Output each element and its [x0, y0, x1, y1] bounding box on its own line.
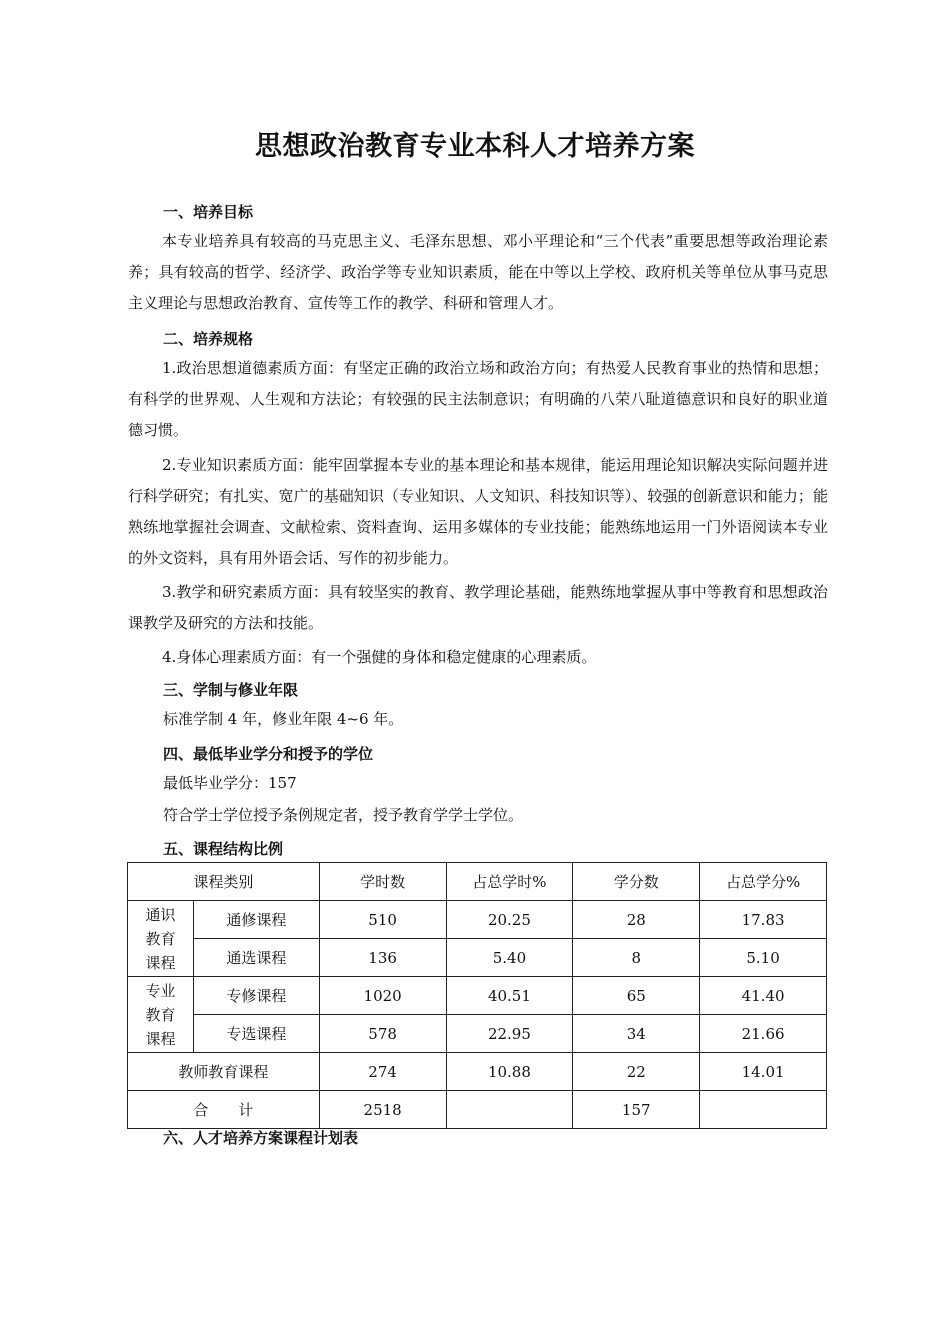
row-name: 专修课程 — [193, 977, 319, 1015]
table-header-row — [128, 863, 827, 901]
row-hours-pct: 40.51 — [446, 977, 573, 1015]
total-hours: 2518 — [319, 1091, 446, 1129]
group-label: 通识教育课程 — [145, 905, 176, 972]
table-row — [128, 977, 827, 1015]
table-row — [128, 1053, 827, 1091]
section-heading-objectives: 一、培养目标 — [163, 203, 254, 221]
row-credits-pct: 41.40 — [700, 977, 827, 1015]
row-credits-pct: 17.83 — [700, 901, 827, 939]
row-credits: 28 — [573, 901, 700, 939]
section-heading-duration: 三、学制与修业年限 — [163, 681, 299, 699]
row-hours-pct: 20.25 — [446, 901, 573, 939]
header-credits-pct: 占总学分% — [700, 863, 827, 901]
group-label: 专业教育课程 — [145, 981, 176, 1048]
row-credits-pct: 5.10 — [700, 939, 827, 977]
row-credits: 22 — [573, 1053, 700, 1091]
group-professional-education — [128, 977, 194, 1053]
spec-item-4: 4.身体心理素质方面：有一个强健的身体和稳定健康的心理素质。 — [162, 648, 597, 666]
row-hours-pct: 10.88 — [446, 1053, 573, 1091]
row-credits: 8 — [573, 939, 700, 977]
table-row — [128, 901, 827, 939]
spec-item-1: 1.政治思想道德素质方面：有坚定正确的政治立场和政治方向；有热爱人民教育事业的热情和思想；有科学的世界观、人生观和方法论；有较强的民主法制意识；有明确的八荣八耻道德意识和良好的职业道德习惯。 — [128, 359, 828, 439]
course-structure-table — [127, 862, 827, 1129]
spec-item-2: 2.专业知识素质方面：能牢固掌握本专业的基本理论和基本规律，能运用理论知识解决实际问题并进行科学研究；有扎实、宽广的基础知识（专业知识、人文知识、科技知识等）、较强的创新意识和能力；能熟练地掌握社会调查、文献检索、资料查询、运用多媒体的专业技能；能熟练地运用一门外语阅读本专业的外文资料，具有用外语会话、写作的初步能力。 — [128, 456, 828, 567]
row-name: 通修课程 — [193, 901, 319, 939]
row-credits: 34 — [573, 1015, 700, 1053]
objectives-paragraph: 本专业培养具有较高的马克思主义、毛泽东思想、邓小平理论和“三个代表”重要思想等政治理论素养；具有较高的哲学、经济学、政治学等专业知识素质，能在中等以上学校、政府机关等单位从事马克思主义理论与思想政治教育、宣传等工作的教学、科研和管理人才。 — [128, 232, 828, 312]
header-hours: 学时数 — [319, 863, 446, 901]
section-heading-course-plan: 六、人才培养方案课程计划表 — [163, 1129, 359, 1147]
document-title: 思想政治教育专业本科人才培养方案 — [255, 131, 695, 162]
section-heading-specifications: 二、培养规格 — [163, 330, 254, 348]
degree-text: 符合学士学位授予条例规定者，授予教育学学士学位。 — [163, 806, 524, 824]
row-hours: 136 — [319, 939, 446, 977]
section-heading-structure: 五、课程结构比例 — [163, 840, 284, 858]
total-hours-pct — [446, 1091, 573, 1129]
table-total-row — [128, 1091, 827, 1129]
duration-text: 标准学制 4 年，修业年限 4~6 年。 — [163, 710, 404, 728]
min-credits-text: 最低毕业学分：157 — [163, 774, 297, 792]
row-name: 教师教育课程 — [128, 1053, 320, 1091]
group-general-education — [128, 901, 194, 977]
total-credits: 157 — [573, 1091, 700, 1129]
spec-item-3: 3.教学和研究素质方面：具有较坚实的教育、教学理论基础，能熟练地掌握从事中等教育和思想政治课教学及研究的方法和技能。 — [128, 583, 828, 632]
row-name: 通选课程 — [193, 939, 319, 977]
section-heading-degree: 四、最低毕业学分和授予的学位 — [163, 745, 374, 763]
row-hours: 578 — [319, 1015, 446, 1053]
header-category: 课程类别 — [128, 863, 320, 901]
row-hours-pct: 5.40 — [446, 939, 573, 977]
row-hours: 1020 — [319, 977, 446, 1015]
row-credits: 65 — [573, 977, 700, 1015]
row-hours: 274 — [319, 1053, 446, 1091]
row-credits-pct: 14.01 — [700, 1053, 827, 1091]
row-hours-pct: 22.95 — [446, 1015, 573, 1053]
header-hours-pct: 占总学时% — [446, 863, 573, 901]
total-credits-pct — [700, 1091, 827, 1129]
header-credits: 学分数 — [573, 863, 700, 901]
table-row — [128, 939, 827, 977]
row-name: 专选课程 — [193, 1015, 319, 1053]
row-credits-pct: 21.66 — [700, 1015, 827, 1053]
row-hours: 510 — [319, 901, 446, 939]
total-label: 合 计 — [128, 1091, 320, 1129]
table-row — [128, 1015, 827, 1053]
